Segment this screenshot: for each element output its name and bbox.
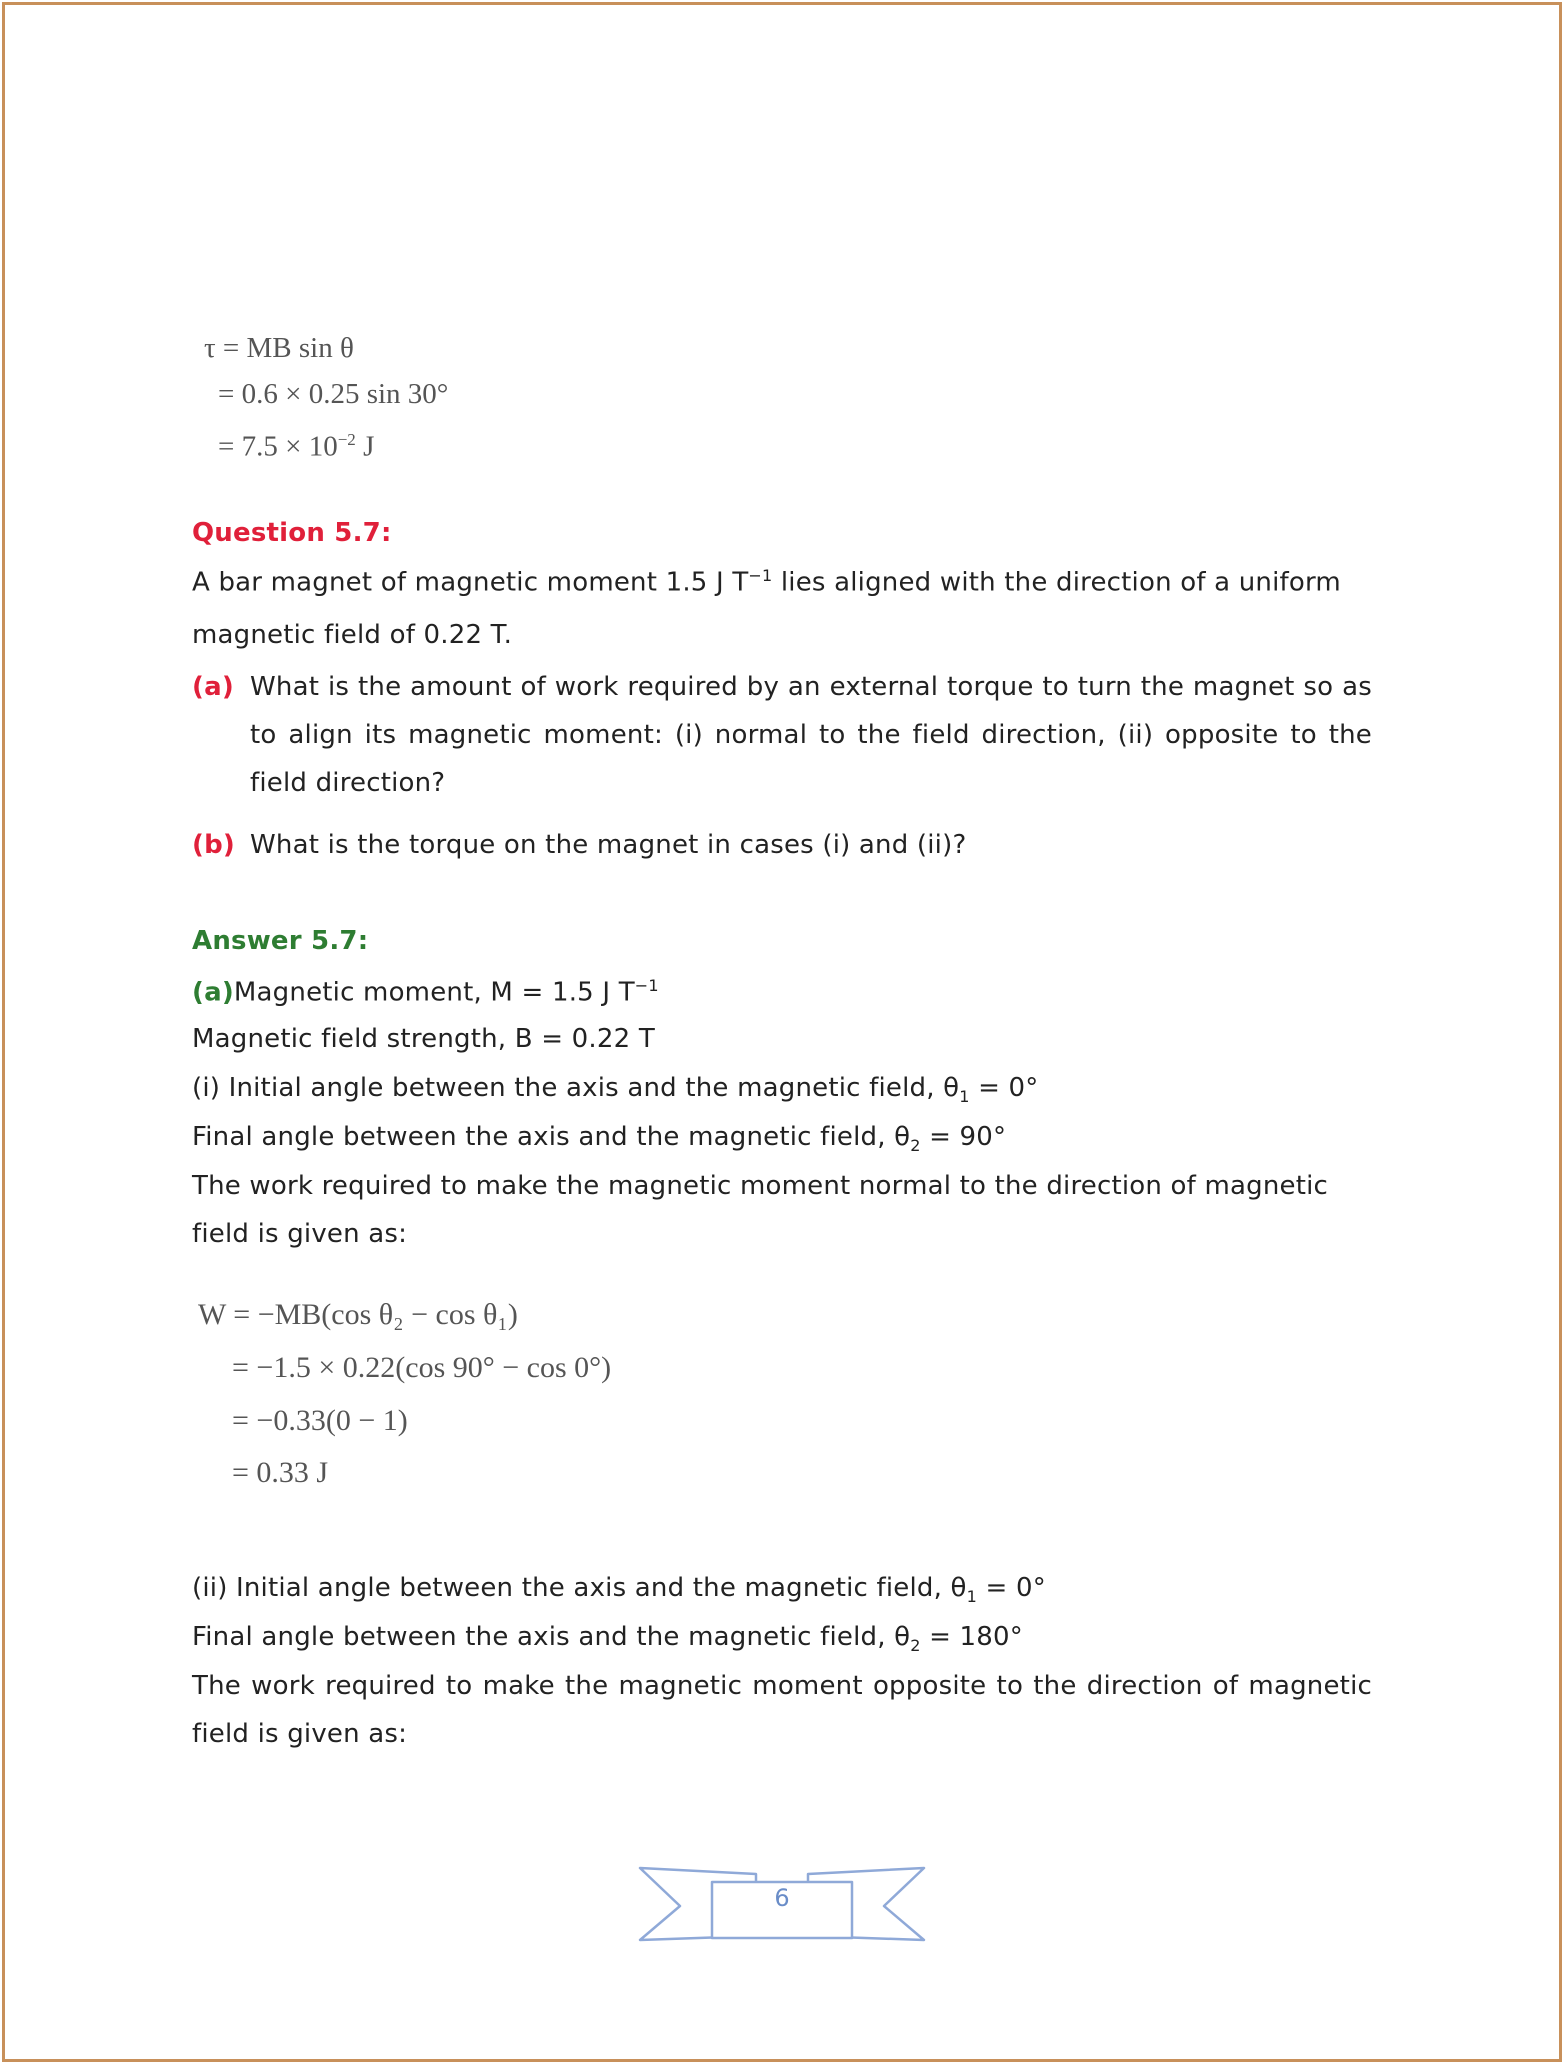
torque-eq-line-1: τ = MB sin θ [204,332,354,364]
answer-moment-text: Magnetic moment, M = 1.5 J T [233,977,635,1008]
answer-ii-initial-line [192,1573,1046,1606]
answer-ii-work-line-1: The work required to make the magnetic moment opposite to the direction of magnetic [192,1671,1372,1701]
answer-i-initial-sub: 1 [959,1087,970,1107]
answer-i-initial-val: = 0° [969,1073,1039,1103]
torque-eq-line-2: = 0.6 × 0.25 sin 30° [218,378,449,410]
answer-i-final-val: = 90° [920,1122,1007,1152]
answer-ii-work-line-2: field is given as: [192,1719,408,1749]
answer-ii-final-sub: 2 [910,1636,921,1656]
answer-moment-exp: −1 [634,976,659,995]
answer-ii-final-text: Final angle between the axis and the magnetic field, θ [192,1622,911,1652]
answer-ii-final-line [192,1622,1023,1655]
answer-part-a-label: (a) [192,977,234,1008]
question-part-a-line-1: What is the amount of work required by an external torque to turn the magnet so as [250,672,1372,702]
question-heading: Question 5.7: [192,518,392,548]
question-intro-rest: lies aligned with the direction of a uniform [772,567,1341,598]
question-intro-line-2: magnetic field of 0.22 T. [192,620,513,650]
answer-i-final-line [192,1122,1006,1155]
answer-ii-initial-val: = 0° [977,1573,1046,1603]
answer-i-work-line-1: The work required to make the magnetic moment normal to the direction of magnetic [192,1171,1329,1201]
work-eq-line-4: = 0.33 J [232,1456,329,1489]
torque-eq-line-3-base: = 7.5 × 10 [218,430,338,463]
work-eq-line-1: W = −MB(cos θ₂ − cos θ₁) [198,1298,518,1331]
work-eq-line-2: = −1.5 × 0.22(cos 90° − cos 0°) [232,1351,612,1384]
question-intro-text: A bar magnet of magnetic moment 1.5 J T [192,567,749,598]
torque-eq-line-3-unit: J [355,430,375,463]
question-part-b-label: (b) [192,830,235,860]
question-intro-exp: −1 [748,566,773,585]
answer-ii-initial-sub: 1 [966,1587,978,1607]
answer-i-initial-text: (i) Initial angle between the axis and the magnetic field, θ [192,1073,960,1103]
answer-moment-line [192,976,659,1008]
answer-i-final-text: Final angle between the axis and the magnetic field, θ [192,1122,911,1152]
answer-ii-final-val: = 180° [920,1622,1023,1652]
answer-ii-initial-text: (ii) Initial angle between the axis and the magnetic field, θ [192,1573,967,1603]
work-eq-line-3: = −0.33(0 − 1) [232,1404,408,1437]
question-part-b-text: What is the torque on the magnet in cases (i) and (ii)? [250,830,967,860]
torque-eq-line-3 [218,431,374,462]
answer-i-final-sub: 2 [910,1136,921,1156]
answer-heading: Answer 5.7: [192,926,369,956]
answer-i-work-line-2: field is given as: [192,1219,408,1249]
torque-eq-line-3-exp: −2 [337,430,356,449]
answer-field-line: Magnetic field strength, B = 0.22 T [192,1024,655,1054]
question-part-a-line-3: field direction? [250,768,446,798]
answer-i-initial-line [192,1073,1038,1106]
question-part-a-line-2: to align its magnetic moment: (i) normal to the field direction, (ii) opposite to the [250,720,1372,750]
question-part-a-label: (a) [192,672,234,702]
page-number: 6 [774,1884,790,1912]
question-intro-line-1 [192,566,1372,598]
